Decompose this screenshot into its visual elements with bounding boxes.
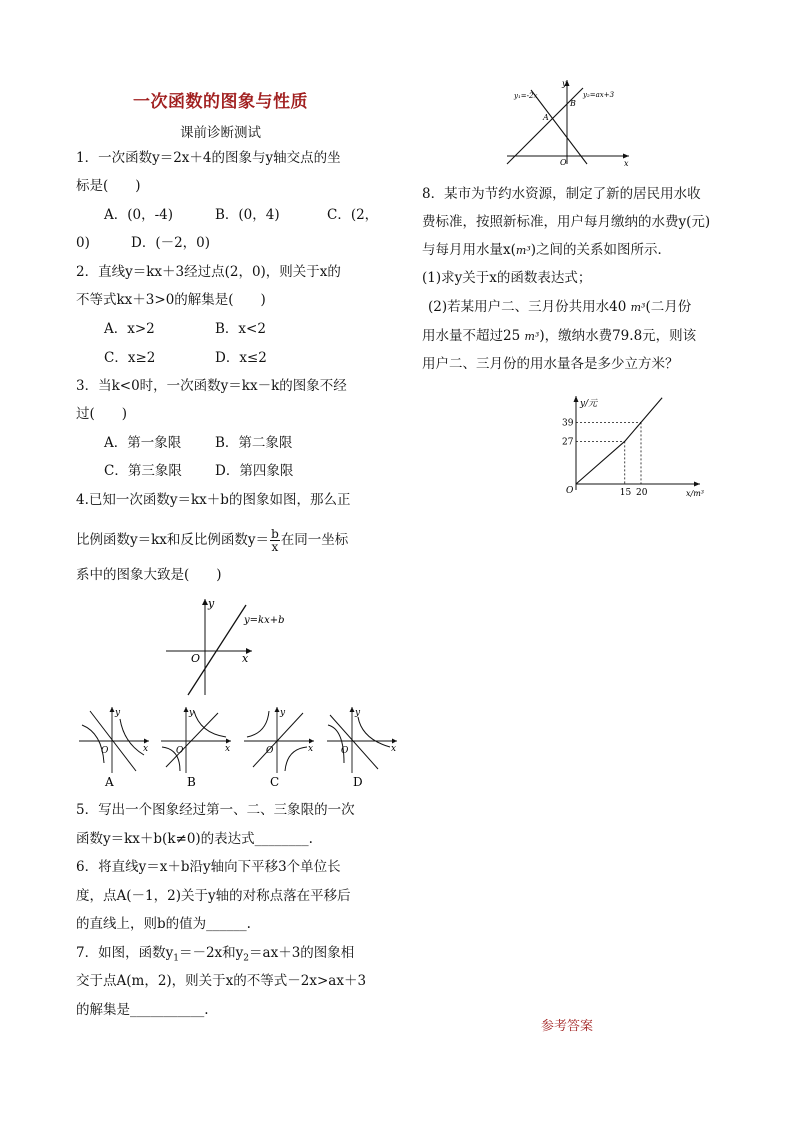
q2-option-b: B．x<2: [215, 321, 266, 337]
q8-y-tick-2: 39: [562, 418, 574, 429]
q1-option-c-cont: 0): [76, 235, 90, 251]
q4-choice-graphs: [74, 703, 404, 793]
q3-option-b: B．第二象限: [215, 435, 293, 451]
q2-option-d: D．x≤2: [215, 350, 267, 366]
q5-stem-line1: 5．写出一个图象经过第一、二、三象限的一次: [76, 802, 355, 818]
q8-origin-label: O: [566, 486, 574, 496]
q8-x-tick-2: 20: [636, 488, 648, 498]
q2-stem-line2: 不等式kx＋3>0的解集是( ): [76, 292, 266, 308]
answer-link[interactable]: 参考答案: [541, 1019, 594, 1034]
q7-x-label: x: [624, 159, 629, 166]
q4-choice-b[interactable]: [161, 707, 231, 789]
q4-choice-label-b: B: [187, 775, 196, 789]
q4-stem-line3: 系中的图象大致是( ): [76, 567, 222, 583]
q4-frac-num: b: [271, 527, 279, 541]
q2-stem-line1: 2．直线y＝kx＋3经过点(2，0)，则关于x的: [76, 264, 341, 280]
q8-sub1: (1)求y关于x的函数表达式；: [422, 270, 592, 286]
svg-text:x: x: [225, 744, 231, 754]
q3-stem-line1: 3．当k<0时，一次函数y＝kx－k的图象不经: [76, 378, 347, 394]
q8-stem-line3-a: 与每月用水量x(: [422, 242, 516, 258]
q3-option-c: C．第三象限: [104, 463, 182, 479]
q4-line-kxb: [188, 605, 246, 695]
q7-stem-a: 7．如图，函数y: [76, 945, 174, 961]
q4-y-label: y: [208, 597, 215, 610]
q6-stem-line3: 的直线上，则b的值为______.: [76, 916, 251, 932]
q8-sub2-line1-b: (二月份: [645, 299, 692, 315]
q7-stem-line2: 交于点A(m，2)，则关于x的不等式－2x>ax＋3: [76, 973, 367, 989]
q7-origin-label: O: [560, 158, 567, 166]
q1-stem-line1: 1．一次函数y＝2x＋4的图象与y轴交点的坐: [76, 150, 341, 166]
q8-x-arrow: [694, 482, 700, 487]
q7-graph: [503, 76, 633, 166]
q7-stem-b: ＝－2x和y: [178, 945, 244, 961]
q8-sub2-line2-b: )，缴纳水费79.8元，则该: [539, 328, 697, 344]
q4-stem-line2-a: 比例函数y＝kx和反比例函数y＝: [76, 532, 270, 548]
q8-unit-1: m³: [515, 244, 531, 257]
page-subtitle: 课前诊断测试: [180, 125, 261, 141]
svg-text:y: y: [189, 708, 195, 718]
q7-line-y1: [531, 90, 587, 164]
svg-text:x: x: [391, 744, 397, 754]
q4-stem-line1: 4.已知一次函数y＝kx＋b的图象如图，那么正: [76, 492, 351, 508]
q8-sub2-line2: [422, 326, 696, 347]
q2-option-c: C．x≥2: [104, 350, 156, 366]
q4-main-graph: [160, 595, 290, 700]
q1-option-a: A．(0，-4): [104, 207, 174, 223]
q7-sub2: 2: [243, 953, 250, 964]
q8-x-tick-1: 15: [619, 488, 632, 498]
svg-text:O: O: [266, 746, 274, 756]
q4-choice-label-d: D: [353, 775, 363, 789]
q7-point-a-label: A: [543, 113, 549, 122]
page-title: 一次函数的图象与性质: [133, 92, 308, 112]
q2-option-a: A．x>2: [104, 321, 155, 337]
q3-option-a: A．第一象限: [104, 435, 182, 451]
svg-text:O: O: [176, 746, 184, 756]
q4-frac-den: x: [271, 540, 279, 554]
q4-origin-label: O: [191, 652, 201, 665]
q7-y-label: y: [562, 79, 567, 88]
q8-sub2-line1: [428, 297, 691, 318]
q4-choice-d[interactable]: [327, 707, 397, 789]
q8-stem-line3: [422, 240, 671, 261]
svg-text:y: y: [355, 708, 361, 718]
q7-sub1: 1: [173, 953, 179, 964]
svg-text:y: y: [115, 708, 121, 718]
q7-stem-line1: [76, 943, 354, 969]
q8-sub2-line1-a: (2)若某用户二、三月份共用水40: [428, 299, 631, 315]
q7-x-arrow: [623, 154, 629, 159]
q1-option-c: C．(2，: [327, 207, 379, 223]
q4-choice-label-a: A: [105, 775, 114, 789]
svg-text:O: O: [341, 746, 349, 756]
q6-stem-line2: 度，点A(－1，2)关于y轴的对称点落在平移后: [76, 888, 351, 904]
svg-text:x: x: [308, 744, 314, 754]
q8-y-arrow: [574, 396, 579, 402]
q8-y-tick-1: 27: [562, 437, 574, 448]
q4-stem-line2-b: 在同一坐标: [280, 532, 349, 548]
q8-stem-line2: 费标准，按照新标准，用户每月缴纳的水费y(元): [422, 214, 711, 230]
q1-option-b: B．(0，4): [215, 207, 280, 223]
q8-stem-line1: 8．某市为节约水资源，制定了新的居民用水收: [422, 186, 701, 202]
q4-choice-c[interactable]: [244, 707, 314, 789]
q4-choice-a[interactable]: [79, 707, 149, 789]
q8-segment-2: [625, 422, 641, 441]
svg-text:y: y: [280, 708, 286, 718]
q4-x-label: x: [242, 652, 249, 665]
q3-stem-line2: 过( ): [76, 406, 128, 422]
q8-sub2-line3: 用户二、三月份的用水量各是多少立方米？: [422, 356, 679, 372]
q1-option-d: D．(－2，0): [131, 235, 211, 251]
q4-stem-line2: [76, 528, 348, 553]
q4-fraction: [270, 528, 280, 553]
svg-text:O: O: [101, 746, 109, 756]
q8-sub2-line2-a: 用水量不超过25: [422, 328, 525, 344]
q4-line-label: y=kx+b: [244, 615, 285, 626]
q7-point-b-label: B: [570, 99, 576, 108]
q8-y-axis-label: y/元: [580, 399, 598, 409]
q8-unit-3: m³: [524, 330, 540, 343]
q7-label-y1: y₁=-2x: [514, 92, 538, 100]
q4-choice-label-c: C: [270, 775, 280, 789]
svg-text:x: x: [143, 744, 149, 754]
q8-x-axis-label: x/m³: [686, 489, 704, 498]
q7-label-y2: y₂=ax+3: [583, 91, 615, 99]
q6-stem-line1: 6．将直线y＝x＋b沿y轴向下平移3个单位长: [76, 859, 341, 875]
q8-segment-1: [576, 441, 625, 484]
q1-stem-line2: 标是( ): [76, 178, 141, 194]
q7-stem-line3: 的解集是___________.: [76, 1002, 209, 1018]
q8-segment-extension: [641, 398, 662, 423]
q8-unit-2: m³: [630, 301, 646, 314]
q8-chart: [560, 392, 710, 504]
q7-stem-c: ＝ax＋3的图象相: [249, 945, 355, 961]
q3-option-d: D．第四象限: [215, 463, 294, 479]
q8-stem-line3-b: )之间的关系如图所示．: [530, 242, 672, 258]
q5-stem-line2: 函数y＝kx＋b(k≠0)的表达式________.: [76, 831, 313, 847]
